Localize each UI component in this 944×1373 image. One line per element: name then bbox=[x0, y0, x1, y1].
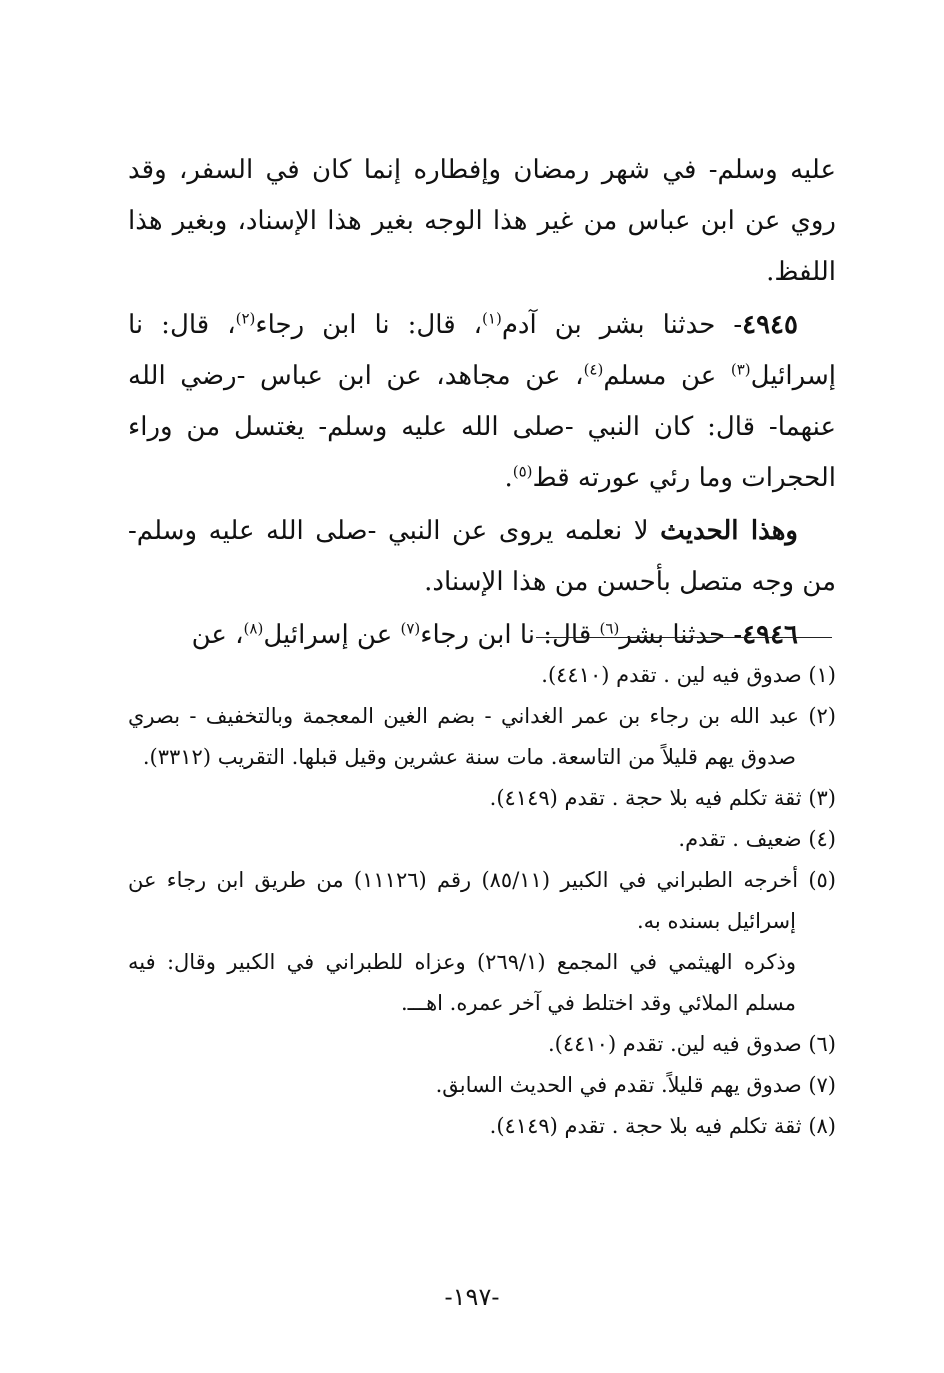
hadith-text: ، قال: نا ابن رجاء bbox=[255, 310, 483, 340]
hadith-number: ٤٩٤٦ bbox=[742, 620, 798, 650]
page-number: -١٩٧- bbox=[444, 1283, 500, 1311]
footnote-ref[interactable]: (٨) bbox=[243, 619, 264, 638]
footnotes bbox=[128, 655, 836, 1147]
main-text bbox=[128, 145, 836, 663]
hadith-4946 bbox=[128, 610, 836, 661]
hadith-text: عن مسلم bbox=[603, 361, 731, 391]
footnote-ref[interactable]: (٥) bbox=[512, 462, 533, 481]
footnote-ref[interactable]: (٧) bbox=[400, 619, 421, 638]
footnote-5: (٥) أخرجه الطبراني في الكبير (٨٥/١١) رقم (١١١٢٦) من طريق ابن رجاء عن إسرائيل بسنده به. bbox=[128, 868, 836, 933]
hadith-4945 bbox=[128, 300, 836, 504]
hadith-text: قال: نا ابن رجاء bbox=[420, 620, 600, 650]
footnote-6: (٦) صدوق فيه لين. تقدم (٤٤١٠). bbox=[547, 1032, 836, 1056]
hadith-text: . bbox=[504, 463, 513, 493]
hadith-text: ، عن مجاهد، عن ابن عباس -رضي الله عنهما- قال: كان النبي -صلى الله عليه وسلم- يغتسل من وراء الحجرات وما رئي عورته قط bbox=[128, 361, 836, 493]
paragraph-continuation: عليه وسلم- في شهر رمضان وإفطاره إنما كان في السفر، وقد روي عن ابن عباس من غير هذا الوجه بغير هذا الإسناد، وبغير هذا اللفظ. bbox=[128, 155, 836, 287]
hadith-number: ٤٩٤٥ bbox=[742, 310, 798, 340]
footnote-3: (٣) ثقة تكلم فيه بلا حجة . تقدم (٤١٤٩). bbox=[489, 786, 836, 810]
commentary-paragraph bbox=[128, 506, 836, 608]
footnote-4: (٤) ضعيف . تقدم. bbox=[678, 827, 836, 851]
hadith-text: - حدثنا بشر bbox=[619, 620, 743, 650]
hadith-text: ، قال: نا إسرائيل bbox=[128, 310, 836, 391]
footnote-ref[interactable]: (٤) bbox=[583, 360, 604, 379]
footnote-separator bbox=[536, 637, 832, 638]
footnote-ref[interactable]: (١) bbox=[482, 309, 502, 328]
hadith-text: - حدثنا بشر بن آدم bbox=[501, 310, 743, 340]
footnote-8: (٨) ثقة تكلم فيه بلا حجة . تقدم (٤١٤٩). bbox=[489, 1114, 836, 1138]
hadith-text: عن إسرائيل bbox=[263, 620, 401, 650]
footnote-ref[interactable]: (٢) bbox=[235, 309, 256, 328]
footnote-5-continuation: وذكره الهيثمي في المجمع (٢٦٩/١) وعزاه للطبراني في الكبير وقال: فيه مسلم الملائي وقد اختلط في آخر عمره. اهـــ. bbox=[128, 950, 797, 1015]
footnote-2: (٢) عبد الله بن رجاء بن عمر الغداني - بضم الغين المعجمة وبالتخفيف - بصري صدوق يهم قليلاً من التاسعة. مات سنة عشرين وقيل قبلها. التقريب (٣٣١٢). bbox=[128, 704, 836, 769]
footnote-ref[interactable]: (٦) bbox=[599, 619, 620, 638]
footnote-1: (١) صدوق فيه لين . تقدم (٤٤١٠). bbox=[541, 663, 836, 687]
footnote-7: (٧) صدوق يهم قليلاً. تقدم في الحديث السابق. bbox=[435, 1073, 836, 1097]
footnote-ref[interactable]: (٣) bbox=[730, 360, 751, 379]
commentary-lead: وهذا الحديث bbox=[660, 516, 798, 546]
hadith-text: ، عن bbox=[191, 620, 244, 650]
commentary-text: لا نعلمه يروى عن النبي -صلى الله عليه وسلم- من وجه متصل بأحسن من هذا الإسناد. bbox=[128, 516, 836, 597]
